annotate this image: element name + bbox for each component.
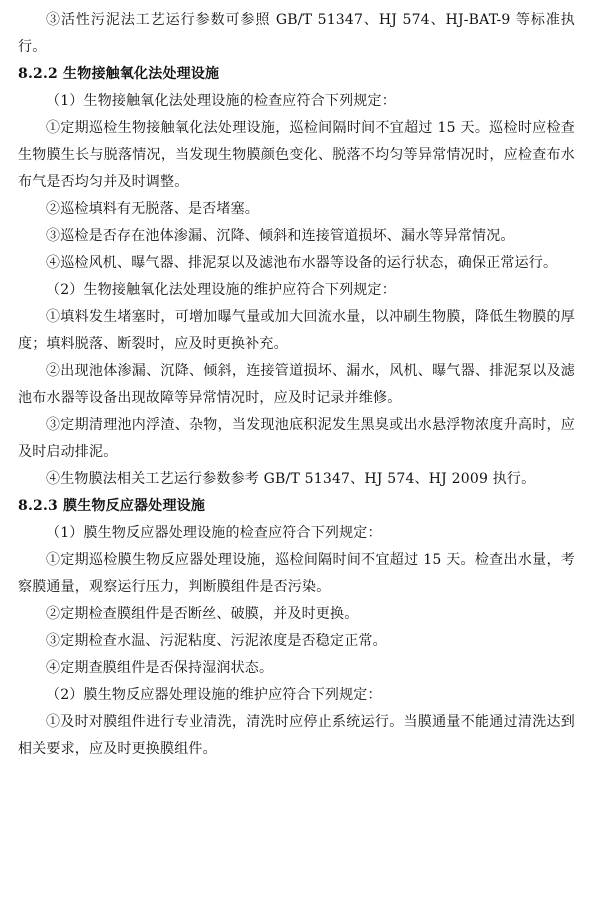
- paragraph-mbr-maintenance-item-1: ①及时对膜组件进行专业清洗，清洗时应停止系统运行。当膜通量不能通过清洗达到相关要求，应及时更换膜组件。: [18, 714, 575, 757]
- paragraph-activated-sludge-params: ③活性污泥法工艺运行参数可参照 GB/T 51347、HJ 574、HJ-BAT-9 等标准执行。: [18, 12, 575, 55]
- paragraph-mbr-maintenance-intro: （2）膜生物反应器处理设施的维护应符合下列规定：: [46, 687, 382, 703]
- paragraph-maintenance-item-3: ③定期清理池内浮渣、杂物，当发现池底积泥发生黑臭或出水悬浮物浓度升高时，应及时启动排泥。: [18, 417, 575, 460]
- paragraph-maintenance-item-4: ④生物膜法相关工艺运行参数参考 GB/T 51347、HJ 574、HJ 2009 执行。: [46, 471, 536, 487]
- paragraph-mbr-inspection-item-1: ①定期巡检膜生物反应器处理设施，巡检间隔时间不宜超过 15 天。检查出水量，考察膜通量，观察运行压力，判断膜组件是否污染。: [18, 552, 575, 595]
- section-heading-8-2-2: 8.2.2 生物接触氧化法处理设施: [18, 66, 220, 82]
- paragraph-mbr-inspection-item-2: ②定期检查膜组件是否断丝、破膜，并及时更换。: [46, 606, 359, 622]
- paragraph-inspection-item-4: ④巡检风机、曝气器、排泥泵以及滤池布水器等设备的运行状态，确保正常运行。: [46, 255, 558, 271]
- paragraph-maintenance-rules-intro: （2）生物接触氧化法处理设施的维护应符合下列规定：: [46, 282, 396, 298]
- paragraph-inspection-rules-intro: （1）生物接触氧化法处理设施的检查应符合下列规定：: [46, 93, 396, 109]
- paragraph-mbr-inspection-item-4: ④定期查膜组件是否保持湿润状态。: [46, 660, 274, 676]
- paragraph-mbr-inspection-item-3: ③定期检查水温、污泥粘度、污泥浓度是否稳定正常。: [46, 633, 387, 649]
- paragraph-inspection-item-1: ①定期巡检生物接触氧化法处理设施，巡检间隔时间不宜超过 15 天。巡检时应检查生物膜生长与脱落情况，当发现生物膜颜色变化、脱落不均匀等异常情况时，应检查布水布气是否均匀并及时调整。: [18, 120, 575, 190]
- paragraph-inspection-item-3: ③巡检是否存在池体渗漏、沉降、倾斜和连接管道损坏、漏水等异常情况。: [46, 228, 515, 244]
- paragraph-mbr-inspection-intro: （1）膜生物反应器处理设施的检查应符合下列规定：: [46, 525, 382, 541]
- paragraph-maintenance-item-2: ②出现池体渗漏、沉降、倾斜，连接管道损坏、漏水，风机、曝气器、排泥泵以及滤池布水器等设备出现故障等异常情况时，应及时记录并维修。: [18, 363, 575, 406]
- section-heading-8-2-3: 8.2.3 膜生物反应器处理设施: [18, 498, 206, 514]
- paragraph-maintenance-item-1: ①填料发生堵塞时，可增加曝气量或加大回流水量，以冲刷生物膜，降低生物膜的厚度；填料脱落、断裂时，应及时更换补充。: [18, 309, 575, 352]
- document-page: [18, 7, 575, 763]
- paragraph-inspection-item-2: ②巡检填料有无脱落、是否堵塞。: [46, 201, 259, 217]
